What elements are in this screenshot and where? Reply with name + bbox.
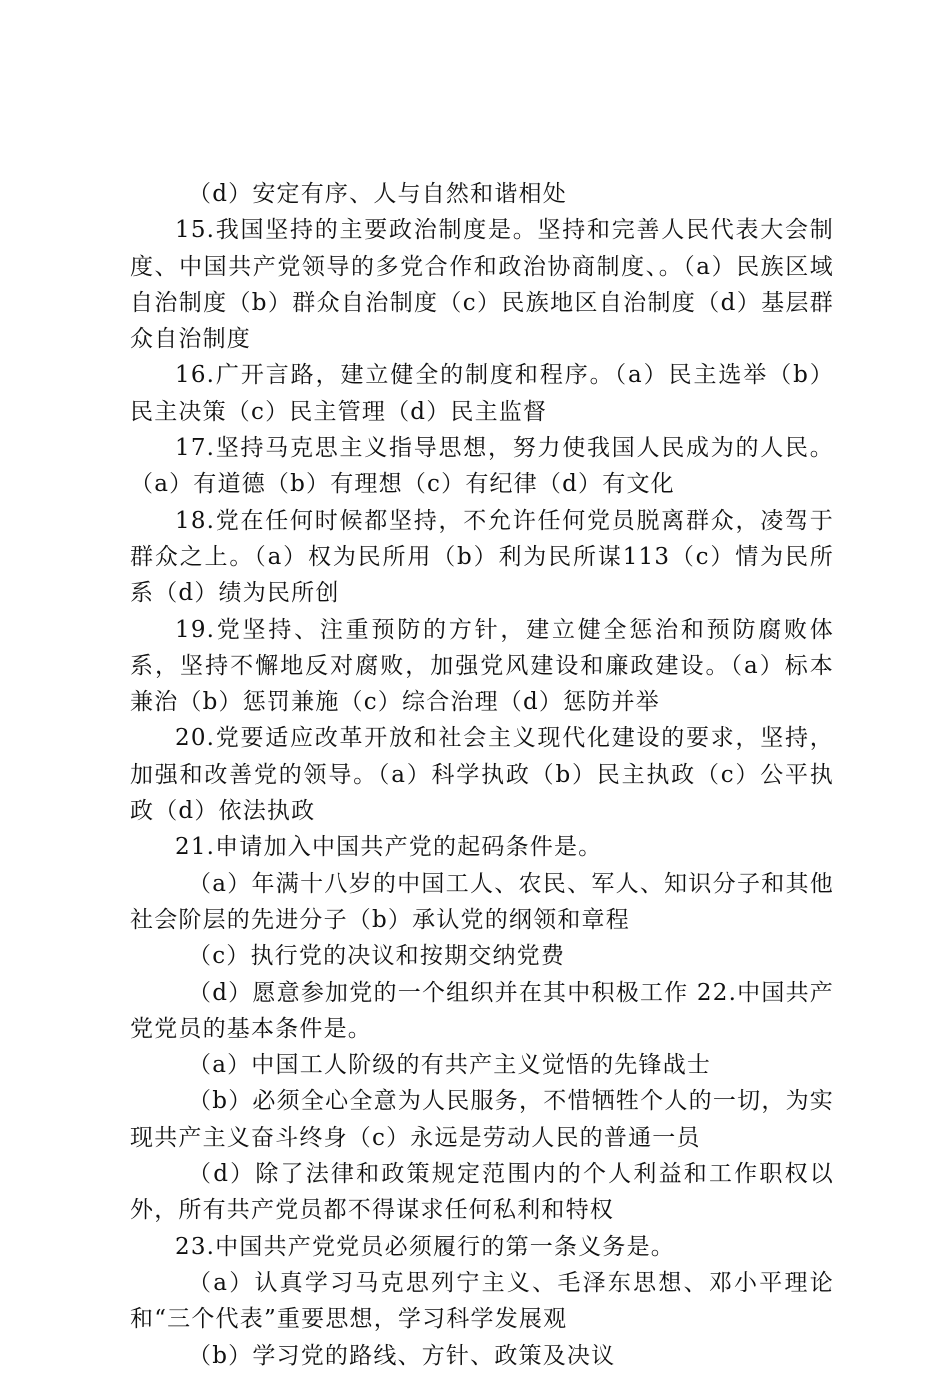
question-17-paragraph: 17.坚持马克思主义指导思想，努力使我国人民成为的人民。（a）有道德（b）有理想（c）有纪律（d）有文化	[130, 435, 834, 498]
question-22-option-d: （d）除了法律和政策规定范围内的个人利益和工作职权以外，所有共产党员都不得谋求任何私利和特权	[130, 1161, 834, 1224]
question-21-option-d-and-question-22: （d）愿意参加党的一个组织并在其中积极工作 22.中国共产党党员的基本条件是。	[130, 979, 834, 1042]
question-18-paragraph: 18.党在任何时候都坚持，不允许任何党员脱离群众，凌驾于群众之上。（a）权为民所用（b）利为民所谋113（c）情为民所系（d）绩为民所创	[130, 507, 834, 607]
question-22-option-a: （a）中国工人阶级的有共产主义觉悟的先锋战士	[188, 1052, 712, 1079]
question-19-paragraph: 19.党坚持、注重预防的方针，建立健全惩治和预防腐败体系，坚持不懈地反对腐败，加强党风建设和廉政建设。（a）标本兼治（b）惩罚兼施（c）综合治理（d）惩防并举	[130, 616, 834, 716]
question-21-option-c: （c）执行党的决议和按期交纳党费	[188, 943, 566, 970]
question-22-option-b-c: （b）必须全心全意为人民服务，不惜牺牲个人的一切，为实现共产主义奋斗终身（c）永远是劳动人民的普通一员	[130, 1088, 834, 1151]
question-20-paragraph: 20.党要适应改革开放和社会主义现代化建设的要求，坚持，加强和改善党的领导。（a）科学执政（b）民主执政（c）公平执政（d）依法执政	[130, 725, 834, 825]
question-16-paragraph: 16.广开言路，建立健全的制度和程序。（a）民主选举（b）民主决策（c）民主管理（d）民主监督	[130, 362, 834, 425]
question-15-paragraph: 15.我国坚持的主要政治制度是。坚持和完善人民代表大会制度、中国共产党领导的多党合作和政治协商制度、。（a）民族区域自治制度（b）群众自治制度（c）民族地区自治制度（d）基层群众自治制度	[130, 217, 834, 353]
question-21-paragraph: 21.申请加入中国共产党的起码条件是。	[175, 834, 603, 861]
document-body	[130, 176, 834, 1374]
option-d-paragraph: （d）安定有序、人与自然和谐相处	[188, 181, 567, 207]
question-21-option-a-b: （a）年满十八岁的中国工人、农民、军人、知识分子和其他社会阶层的先进分子（b）承认党的纲领和章程	[130, 870, 834, 933]
question-23-option-b: （b）学习党的路线、方针、政策及决议	[188, 1342, 616, 1369]
question-23-option-a: （a）认真学习马克思列宁主义、毛泽东思想、邓小平理论和“三个代表”重要思想，学习科学发展观	[130, 1269, 834, 1333]
question-23-paragraph: 23.中国共产党党员必须履行的第一条义务是。	[175, 1233, 675, 1260]
